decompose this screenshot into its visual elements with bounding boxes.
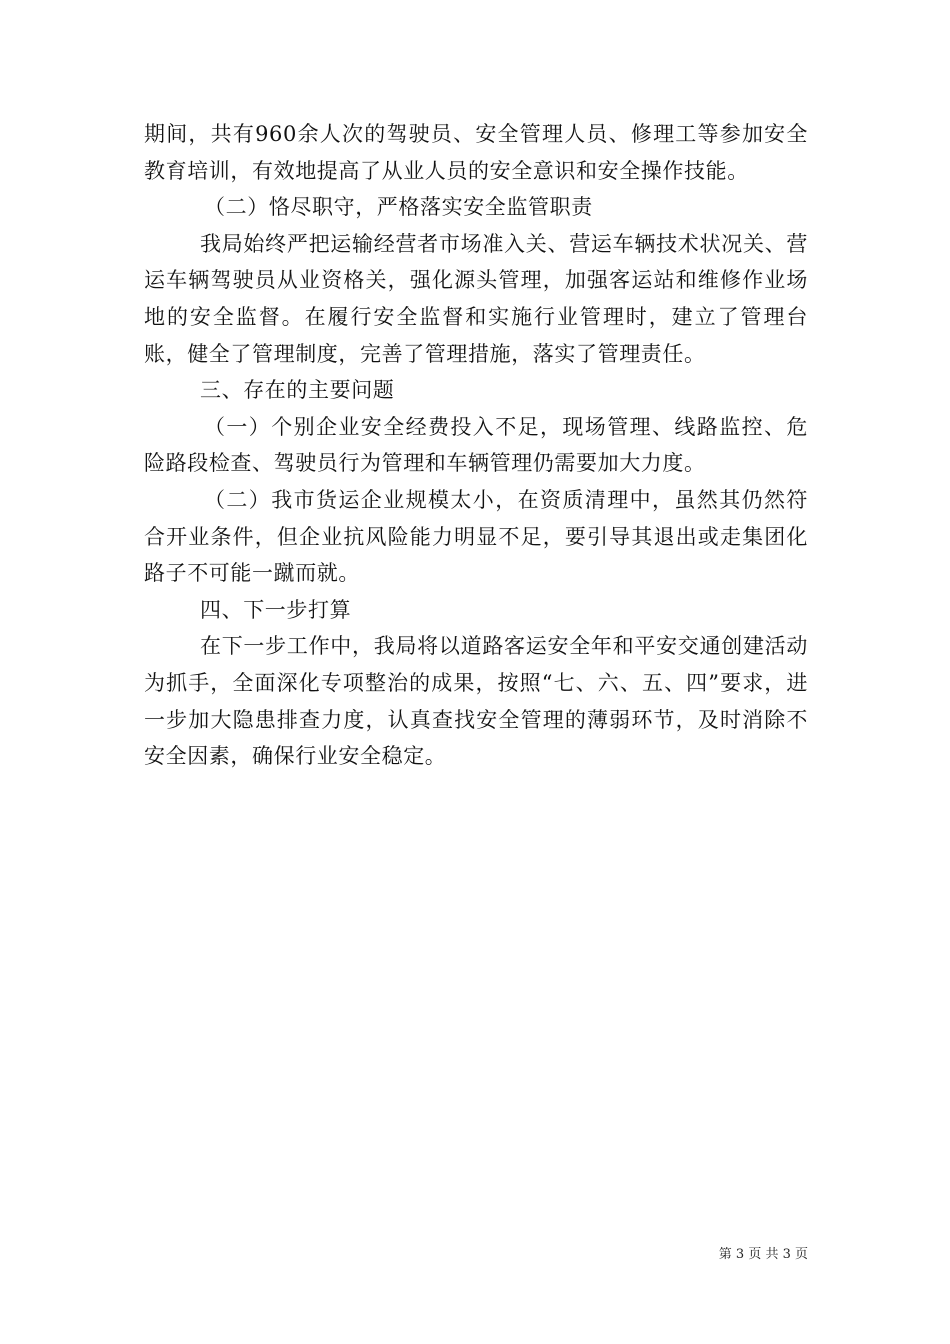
paragraph-problem-2: （二）我市货运企业规模太小，在资质清理中，虽然其仍然符合开业条件，但企业抗风险能力明显不足，要引导其退出或走集团化路子不可能一蹴而就。 <box>144 487 808 586</box>
paragraph-problem-1: （一）个别企业安全经费投入不足，现场管理、线路监控、危险路段检查、驾驶员行为管理和车辆管理仍需要加大力度。 <box>144 414 808 476</box>
paragraph-supervision: 我局始终严把运输经营者市场准入关、营运车辆技术状况关、营运车辆驾驶员从业资格关，强化源头管理，加强客运站和维修作业场地的安全监督。在履行安全监督和实施行业管理时，建立了管理台账，健全了管理制度，完善了管理措施，落实了管理责任。 <box>144 231 808 366</box>
page-number-footer: 第 3 页 共 3 页 <box>718 1247 808 1262</box>
section-heading-next-steps: 四、下一步打算 <box>200 597 352 622</box>
paragraph-training: 期间，共有960余人次的驾驶员、安全管理人员、修理工等参加安全教育培训，有效地提高了从业人员的安全意识和安全操作技能。 <box>144 122 808 183</box>
paragraph-next-steps: 在下一步工作中，我局将以道路客运安全年和平安交通创建活动为抓手，全面深化专项整治的成果，按照“七、六、五、四”要求，进一步加大隐患排查力度，认真查找安全管理的薄弱环节，及时消除不安全因素，确保行业安全稳定。 <box>144 634 808 769</box>
document-body <box>144 116 808 775</box>
subheading-duties: （二）恪尽职守，严格落实安全监管职责 <box>204 195 593 220</box>
section-heading-problems: 三、存在的主要问题 <box>200 378 395 403</box>
